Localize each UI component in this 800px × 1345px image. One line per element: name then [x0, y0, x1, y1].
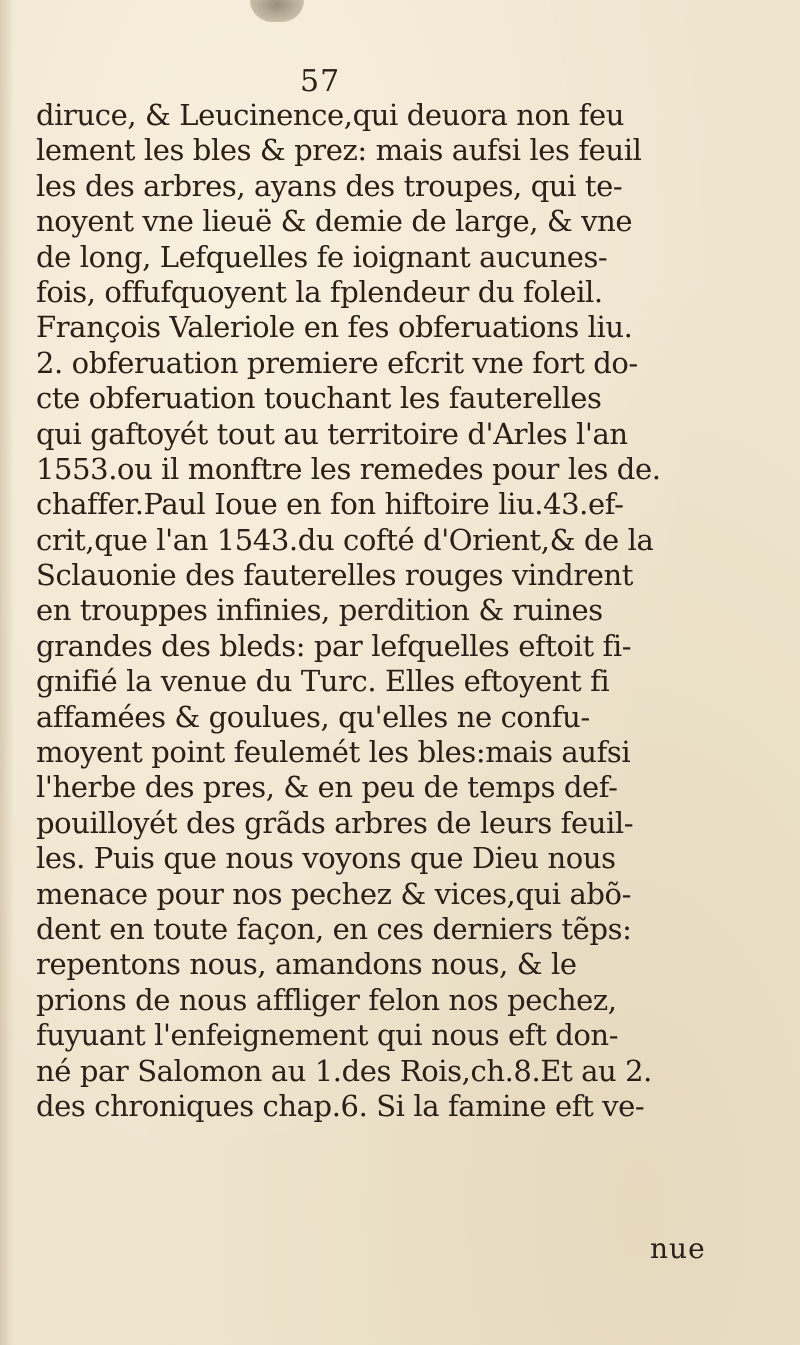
body-text — [36, 98, 776, 1124]
text-line: Sclauonie des fauterelles rouges vindrent — [36, 558, 634, 593]
text-line: de long, Lefquelles fe ioignant aucunes- — [36, 239, 608, 274]
text-line: prions de nous affliger felon nos pechez, — [36, 982, 617, 1017]
text-line: chaffer.Paul Ioue en fon hiftoire liu.43.ef- — [36, 487, 624, 522]
text-line: les des arbres, ayans des troupes, qui te- — [36, 168, 623, 203]
text-line: dent en toute façon, en ces derniers tẽps: — [36, 911, 632, 946]
text-line: des chroniques chap.6. Si la famine eft ve- — [36, 1088, 645, 1123]
text-line: en trouppes infinies, perdition & ruines — [36, 593, 603, 628]
text-line: fuyuant l'enfeignement qui nous eft don- — [36, 1018, 619, 1053]
text-line: moyent point feulemét les bles:mais aufsi — [36, 735, 631, 770]
text-line: fois, offufquoyent la fplendeur du foleil. — [36, 274, 603, 309]
text-line: 2. obferuation premiere efcrit vne fort do- — [36, 345, 638, 380]
text-line: repentons nous, amandons nous, & le — [36, 947, 577, 982]
text-line: grandes des bleds: par lefquelles eftoit fi- — [36, 628, 632, 663]
text-line: né par Salomon au 1.des Rois,ch.8.Et au 2. — [36, 1053, 652, 1088]
text-line: gnifié la venue du Turc. Elles eftoyent fi — [36, 664, 610, 699]
text-line: lement les bles & prez: mais aufsi les feuil — [36, 133, 642, 168]
catchword: nue — [650, 1232, 706, 1265]
ink-blot — [250, 0, 304, 22]
text-line: noyent vne lieuë & demie de large, & vne — [36, 204, 633, 239]
text-line: les. Puis que nous voyons que Dieu nous — [36, 841, 616, 876]
text-line: menace pour nos pechez & vices,qui abõ- — [36, 876, 632, 911]
text-line: pouilloyét des grãds arbres de leurs feuil- — [36, 805, 634, 840]
text-line: qui gaftoyét tout au territoire d'Arles l'an — [36, 416, 628, 451]
text-line: crit,que l'an 1543.du cofté d'Orient,& de la — [36, 522, 654, 557]
text-line: l'herbe des pres, & en peu de temps def- — [36, 770, 618, 805]
text-line: diruce, & Leucinence,qui deuora non feu — [36, 98, 624, 132]
text-line: François Valeriole en fes obferuations liu. — [36, 310, 633, 345]
page-gutter-shadow — [0, 0, 14, 1345]
text-line: affamées & goulues, qu'elles ne confu- — [36, 699, 590, 734]
text-line: 1553.ou il monftre les remedes pour les de. — [36, 451, 661, 486]
text-line: cte obferuation touchant les fauterelles — [36, 381, 602, 416]
page-number: 57 — [300, 64, 341, 99]
